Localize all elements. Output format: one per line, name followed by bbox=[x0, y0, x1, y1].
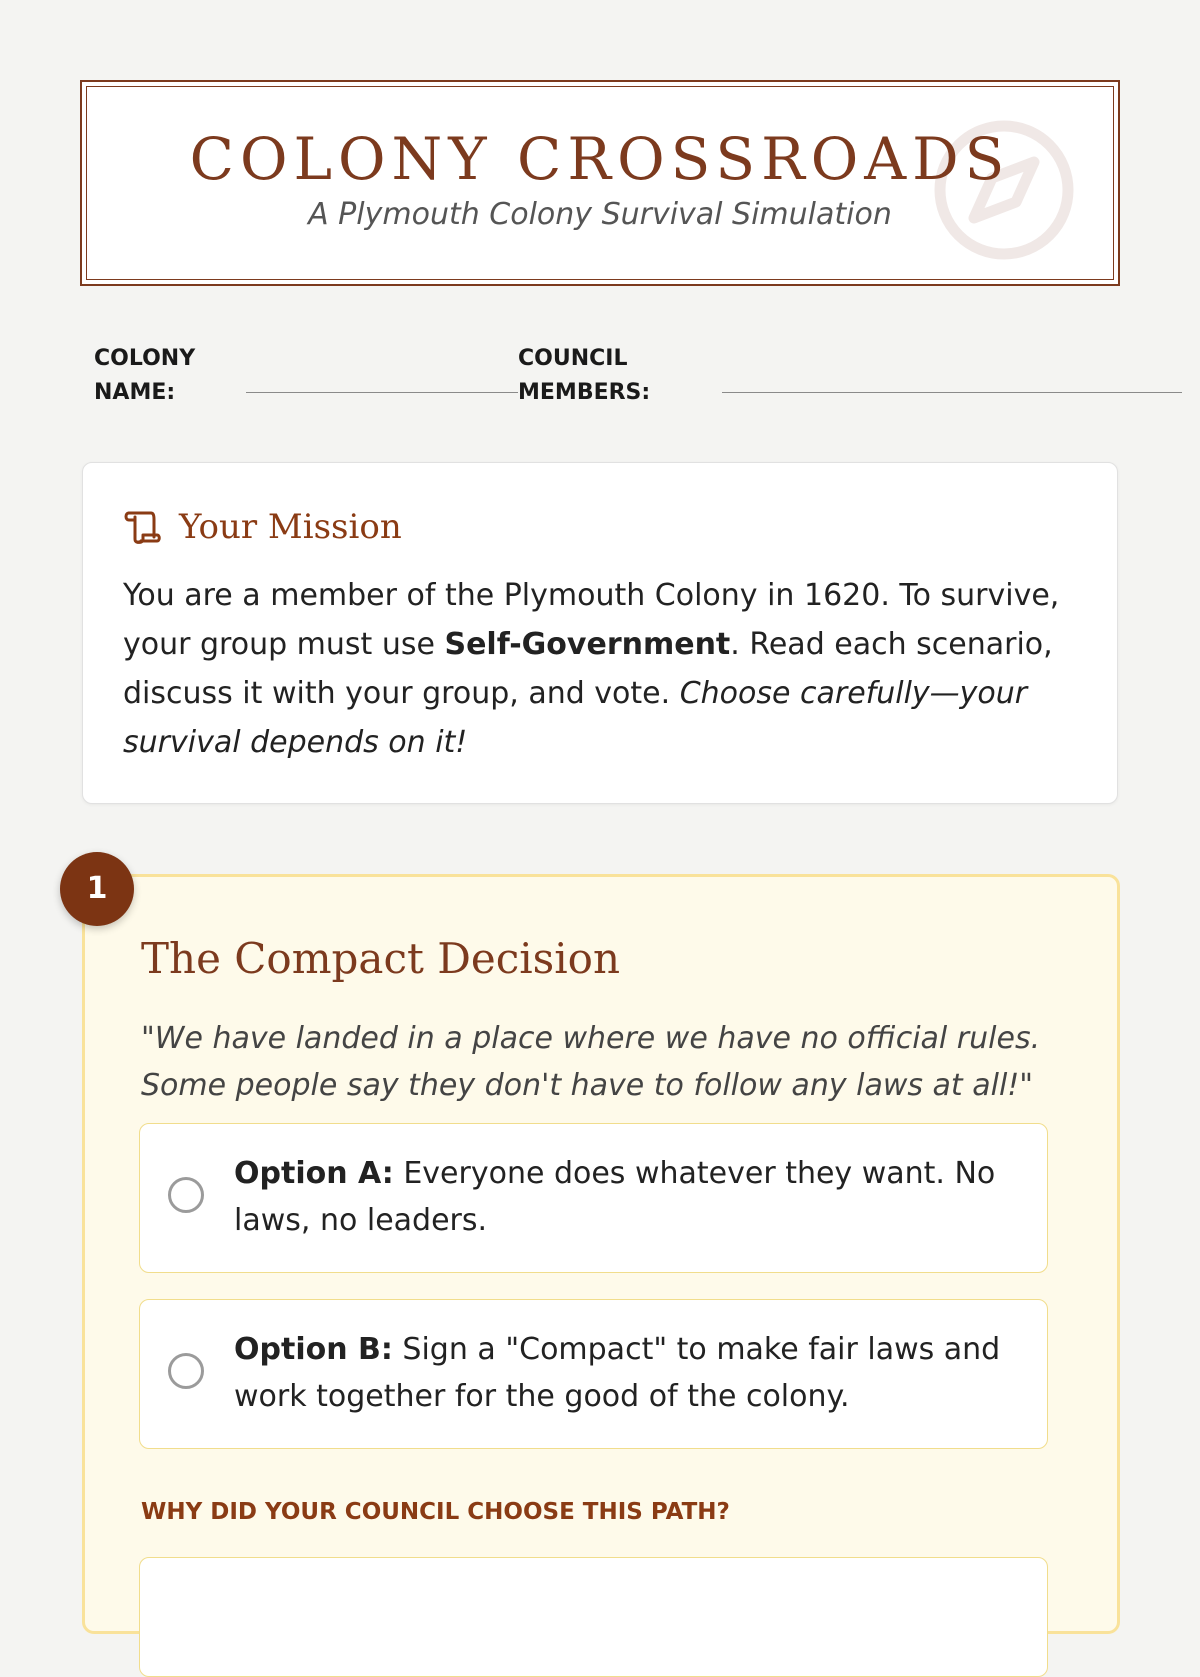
option-a-description: Everyone does whatever they want. No laws, no leaders. bbox=[234, 1156, 996, 1238]
option-b[interactable] bbox=[139, 1299, 1048, 1449]
scenario-card bbox=[82, 874, 1120, 1634]
mission-text-italic: Choose carefully—your survival depends on it! bbox=[123, 676, 1028, 760]
page-title: COLONY CROSSROADS bbox=[189, 125, 1011, 193]
option-b-label: Option B: bbox=[234, 1332, 393, 1367]
council-members-label-line2: MEMBERS: bbox=[518, 380, 651, 405]
colony-name-field[interactable] bbox=[246, 392, 518, 393]
scroll-icon bbox=[123, 509, 161, 545]
page-subtitle: A Plymouth Colony Survival Simulation bbox=[308, 197, 892, 232]
mission-description bbox=[123, 571, 1083, 767]
council-members-field[interactable] bbox=[722, 392, 1182, 393]
option-b-radio[interactable] bbox=[168, 1353, 204, 1389]
mission-text-part2: . Read each scenario, discuss it with your group, and vote. bbox=[123, 627, 1053, 711]
option-a-radio[interactable] bbox=[168, 1177, 204, 1213]
why-answer-textarea[interactable] bbox=[139, 1557, 1048, 1677]
option-a[interactable] bbox=[139, 1123, 1048, 1273]
mission-text-part1: You are a member of the Plymouth Colony in 1620. To survive, your group must use bbox=[123, 578, 1060, 662]
council-members-label bbox=[518, 342, 650, 410]
colony-name-label-line1: COLONY bbox=[94, 346, 196, 371]
option-b-description: Sign a "Compact" to make fair laws and work together for the good of the colony. bbox=[234, 1332, 1001, 1414]
scenario-title: The Compact Decision bbox=[141, 934, 621, 983]
option-a-text bbox=[234, 1150, 1024, 1244]
colony-name-label-line2: NAME: bbox=[94, 380, 176, 405]
mission-card bbox=[82, 462, 1118, 804]
scenario-quote: "We have landed in a place where we have no official rules. Some people say they don't have to follow any laws at all!" bbox=[141, 1021, 1041, 1103]
option-a-label: Option A: bbox=[234, 1156, 394, 1191]
council-members-label-line1: COUNCIL bbox=[518, 346, 628, 371]
option-b-text bbox=[234, 1326, 1024, 1420]
title-banner bbox=[80, 80, 1120, 286]
mission-title: Your Mission bbox=[179, 507, 402, 547]
colony-name-label bbox=[94, 342, 195, 410]
scenario-number-badge: 1 bbox=[60, 852, 134, 926]
mission-text-bold: Self-Government bbox=[444, 627, 731, 662]
why-label: WHY DID YOUR COUNCIL CHOOSE THIS PATH? bbox=[141, 1499, 730, 1525]
